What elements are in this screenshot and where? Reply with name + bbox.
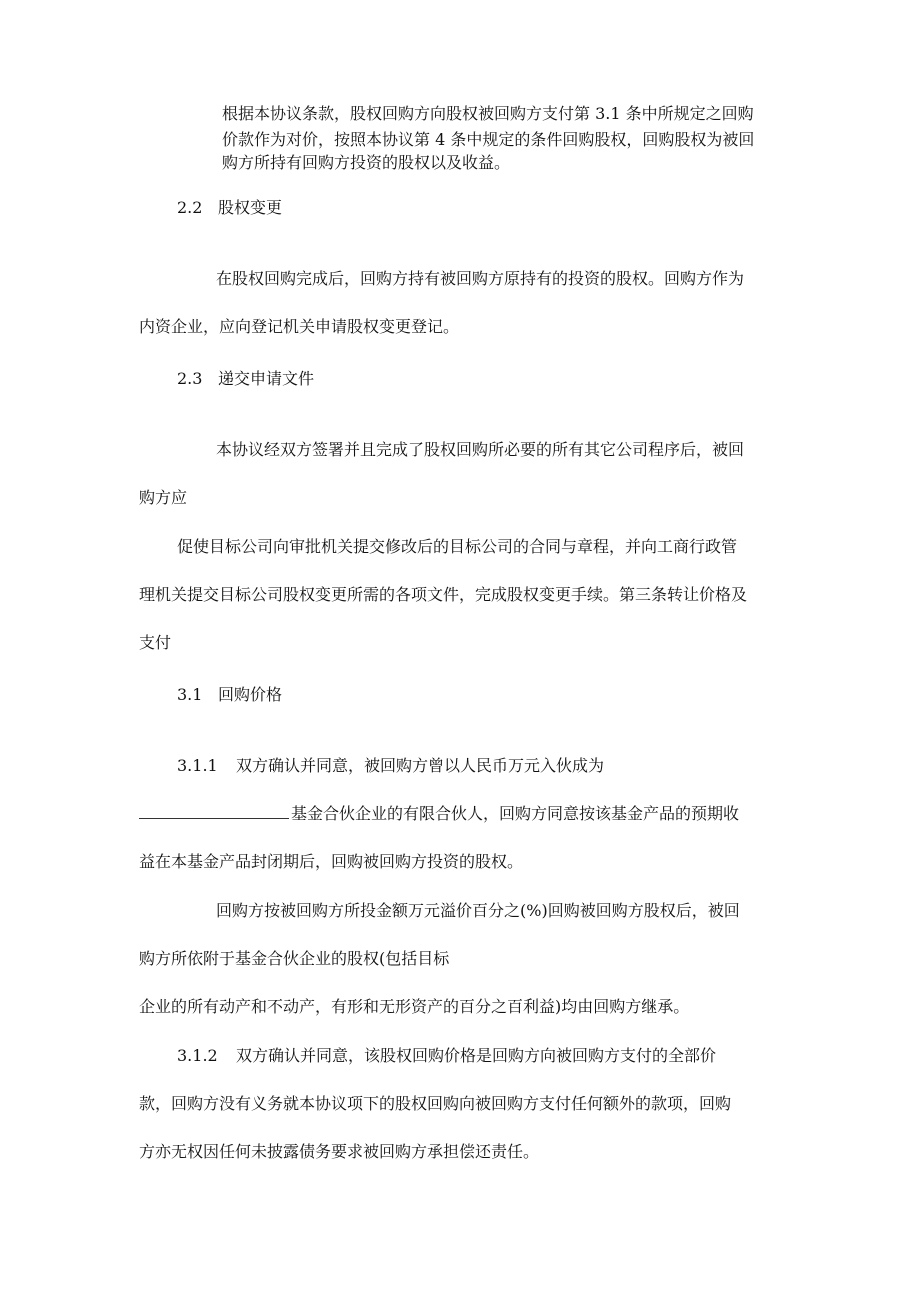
- section-number: 3.1.2: [177, 1046, 218, 1065]
- section-2-3-line-1: 本协议经双方签署并且完成了股权回购所必要的所有其它公司程序后，被回: [216, 440, 745, 459]
- section-number: 2.3: [177, 369, 203, 388]
- section-3-1-1-line-1: [177, 756, 604, 776]
- section-title: 股权变更: [218, 198, 283, 217]
- section-2-3-line-3: 促使目标公司向审批机关提交修改后的目标公司的合同与章程，并向工商行政管: [177, 537, 738, 556]
- section-2-3-heading: [177, 369, 314, 389]
- paragraph-2-1-line-1: 根据本协议条款，股权回购方向股权被回购方支付第 3.1 条中所规定之回购: [222, 104, 754, 123]
- section-3-1-2-line-2: 款，回购方没有义务就本协议项下的股权回购向被回购方支付任何额外的款项，回购: [139, 1094, 732, 1113]
- section-2-2-line-1: 在股权回购完成后，回购方持有被回购方原持有的投资的股权。回购方作为: [216, 269, 745, 288]
- paragraph-2-1-line-2: 价款作为对价，按照本协议第 4 条中规定的条件回购股权，回购股权为被回: [222, 130, 755, 149]
- section-number: 3.1.1: [177, 756, 218, 775]
- section-number: 3.1: [177, 685, 203, 704]
- section-3-1-1-line-5: 购方所依附于基金合伙企业的股权(包括目标: [139, 949, 450, 968]
- section-2-2-heading: [177, 198, 282, 218]
- section-3-1-1-line-4: 回购方按被回购方所投金额万元溢价百分之(%)回购被回购方股权后，被回: [216, 901, 740, 920]
- section-3-1-1-line-2: [139, 804, 739, 824]
- section-3-1-1-line-3: 益在本基金产品封闭期后，回购被回购方投资的股权。: [139, 852, 524, 871]
- section-2-3-line-5: 支付: [139, 633, 172, 652]
- section-text: 双方确认并同意，被回购方曾以人民币万元入伙成为: [236, 756, 605, 775]
- paragraph-2-1-line-3: 购方所持有回购方投资的股权以及收益。: [222, 153, 511, 172]
- section-2-3-line-2: 购方应: [139, 488, 188, 507]
- section-3-1-2-line-3: 方亦无权因任何未披露债务要求被回购方承担偿还责任。: [139, 1142, 540, 1161]
- section-2-2-line-2: 内资企业，应向登记机关申请股权变更登记。: [139, 317, 460, 336]
- section-3-1-2-line-1: [177, 1046, 716, 1066]
- section-text: 双方确认并同意，该股权回购价格是回购方向被回购方支付的全部价: [236, 1046, 717, 1065]
- section-3-1-heading: [177, 685, 282, 705]
- section-text: 基金合伙企业的有限合伙人，回购方同意按该基金产品的预期收: [291, 804, 740, 823]
- section-number: 2.2: [177, 198, 203, 217]
- section-title: 回购价格: [218, 685, 283, 704]
- section-2-3-line-4: 理机关提交目标公司股权变更所需的各项文件，完成股权变更手续。第三条转让价格及: [139, 585, 748, 604]
- fill-in-blank: [139, 804, 289, 819]
- section-3-1-1-line-6: 企业的所有动产和不动产，有形和无形资产的百分之百利益)均由回购方继承。: [139, 997, 690, 1016]
- section-title: 递交申请文件: [218, 369, 315, 388]
